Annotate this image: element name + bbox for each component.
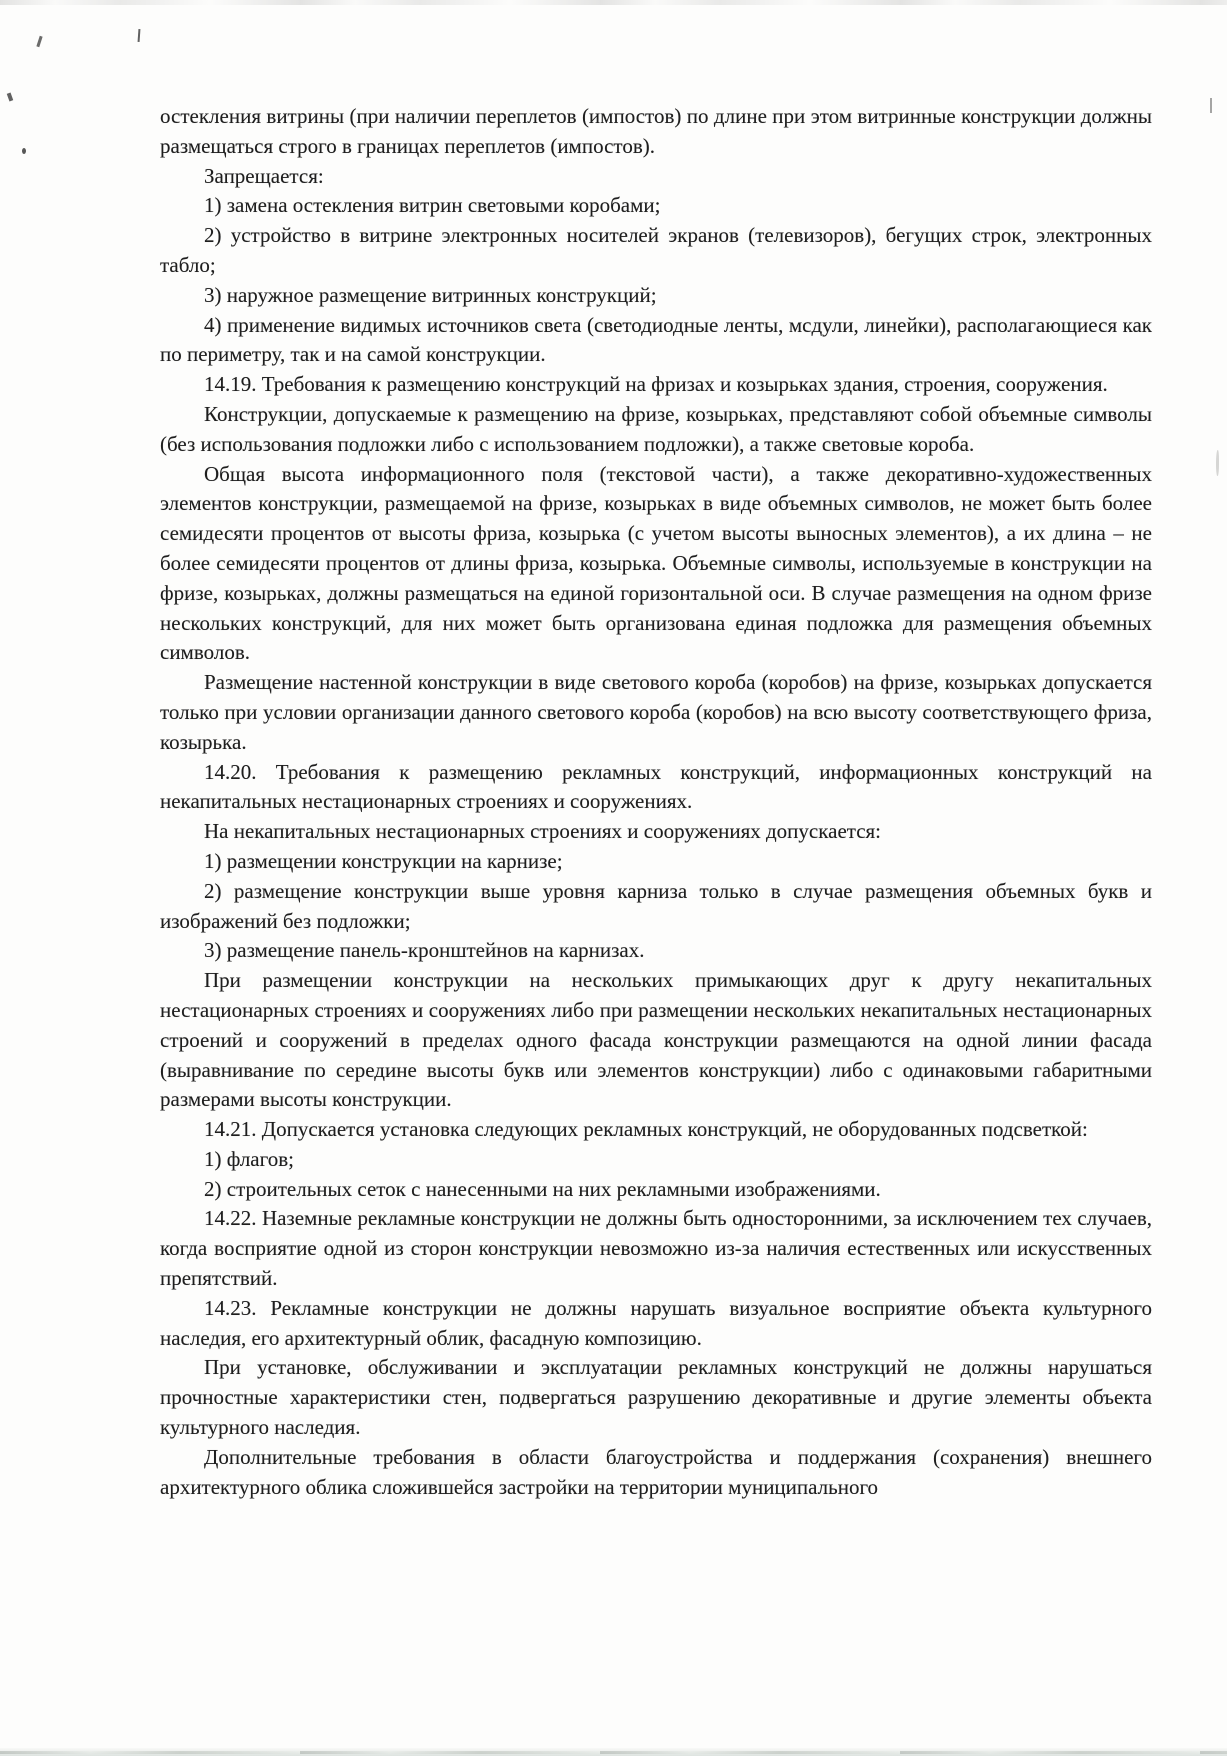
paragraph-wall-lightbox: Размещение настенной конструкции в виде светового короба (коробов) на фризе, козырьках допускается только при условии организации данного светового короба (коробов) на всю высоту соответствующего фриза, козырька. — [160, 670, 1152, 754]
paragraph-additional-requirements: Дополнительные требования в области благоустройства и поддержания (сохранения) внешнего архитектурного облика сложившейся застройки на территории муниципального — [160, 1444, 1152, 1499]
paragraph-14-19: 14.19. Требования к размещению конструкций на фризах и козырьках здания, строения, сооружения. — [204, 372, 1108, 397]
scan-speck — [22, 148, 26, 154]
paragraph-allowed-heading: На некапитальных нестационарных строениях и сооружениях допускается: — [204, 819, 882, 844]
list-item-cornice-3: 3) размещение панель-кронштейнов на карнизах. — [204, 938, 645, 963]
paragraph-constructions: Конструкции, допускаемые к размещению на фризе, козырьках, представляют собой объемные символы (без использования подложки либо с использованием подложки), а также световые короба. — [160, 401, 1152, 456]
list-item-1: 1) замена остекления витрин световыми коробами; — [204, 193, 661, 218]
list-item-3: 3) наружное размещение витринных конструкций; — [204, 282, 657, 307]
list-item-cornice-1: 1) размещении конструкции на карнизе; — [204, 848, 563, 873]
paragraph-14-20: 14.20. Требования к размещению рекламных конструкций, информационных конструкций на некапитальных нестационарных строениях и сооружениях. — [160, 759, 1152, 814]
scan-speck — [36, 36, 42, 47]
paragraph-adjacent-buildings: При размещении конструкции на нескольких примыкающих друг к другу некапитальных нестационарных строениях и сооружениях либо при размещении нескольких некапитальных нестационарных строений и сооружений в пределах одного фасада конструкции размещаются на одной линии фасада (выравнивание по середине высоты букв или элементов конструкции) либо с одинаковыми габаритными размерами высоты конструкции. — [160, 968, 1152, 1112]
list-item-cornice-2: 2) размещение конструкции выше уровня карниза только в случае размещения объемных букв и изображений без подложки; — [160, 878, 1152, 933]
scan-speck — [138, 29, 141, 42]
scan-speck — [1216, 450, 1219, 476]
list-item-4: 4) применение видимых источников света (светодиодные ленты, мсдули, линейки), располагающиеся как по периметру, так и на самой конструкции. — [160, 312, 1152, 367]
scan-speck — [7, 93, 13, 102]
paragraph-installation: При установке, обслуживании и эксплуатации рекламных конструкций не должны нарушаться прочностные характеристики стен, подвергаться разрушению декоративные и другие элементы объекта культурного наследия. — [160, 1355, 1152, 1440]
document-text-block — [160, 102, 1152, 1502]
paragraph-continuation: остекления витрины (при наличии переплетов (импостов) по длине при этом витринные конструкции должны размещаться строго в границах переплетов (импостов). — [160, 104, 1152, 158]
paragraph-prohibited-heading: Запрещается: — [204, 163, 324, 188]
paragraph-14-21: 14.21. Допускается установка следующих рекламных конструкций, не оборудованных подсветкой: — [204, 1117, 1088, 1142]
scan-edge-artifact-top — [0, 0, 1227, 5]
paragraph-14-22: 14.22. Наземные рекламные конструкции не должны быть односторонними, за исключением тех случаев, когда восприятие одной из сторон конструкции невозможно из-за наличия естественных или искусственных препятствий. — [160, 1206, 1152, 1291]
scan-speck — [1210, 98, 1212, 113]
list-item-2: 2) устройство в витрине электронных носителей экранов (телевизоров), бегущих строк, электронных табло; — [160, 223, 1152, 277]
scan-edge-artifact-bottom — [0, 1748, 1227, 1756]
paragraph-14-23: 14.23. Рекламные конструкции не должны нарушать визуальное восприятие объекта культурного наследия, его архитектурный облик, фасадную композицию. — [160, 1295, 1152, 1350]
paragraph-total-height: Общая высота информационного поля (текстовой части), а также декоративно-художественных элементов конструкции, размещаемой на фризе, козырьках в виде объемных символов, не может быть более семидесяти процентов от высоты фриза, козырька (с учетом высоты выносных элементов), а их длина – не более семидесяти процентов от длины фриза, козырька. Объемные символы, используемые в конструкции на фризе, козырьках, должны размещаться на единой горизонтальной оси. В случае размещения на одном фризе нескольких конструкций, для них может быть организована единая подложка для размещения объемных символов. — [160, 461, 1152, 665]
list-item-construction-nets: 2) строительных сеток с нанесенными на них рекламными изображениями. — [204, 1176, 881, 1201]
list-item-flags: 1) флагов; — [204, 1146, 294, 1171]
